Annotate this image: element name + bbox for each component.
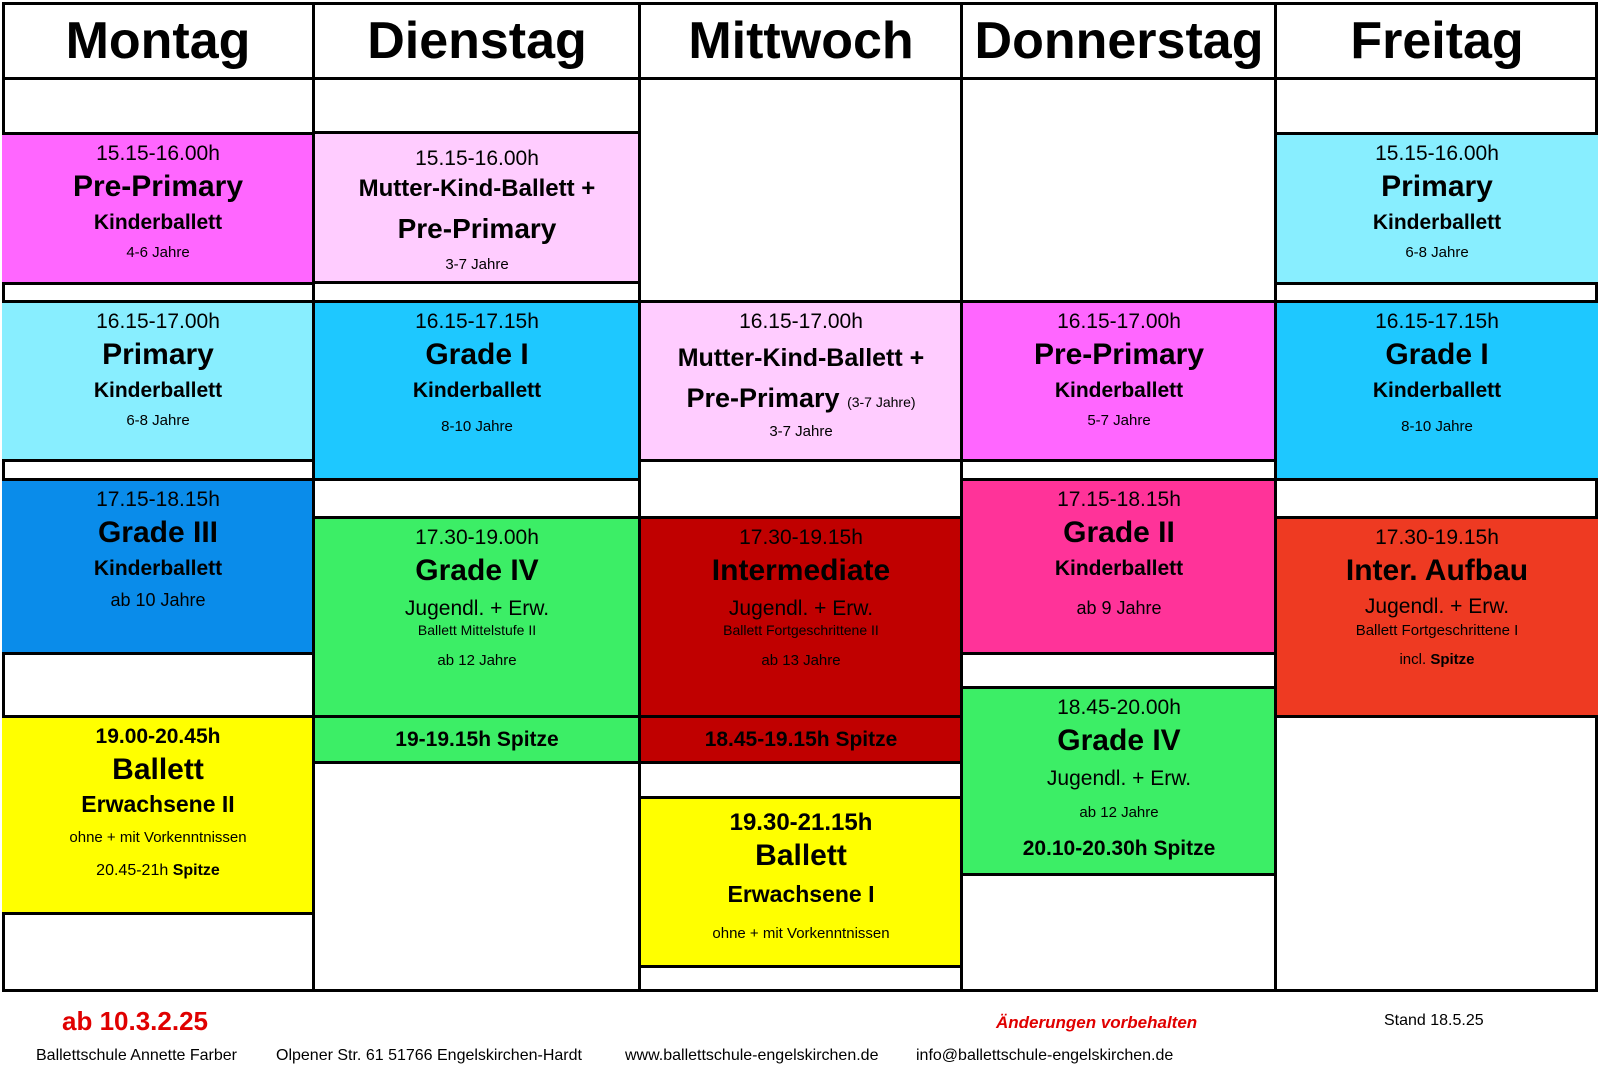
spitze-block-tuesday: 19-19.15h Spitze <box>314 715 640 764</box>
class-title-pre-primary: Pre-Primary <box>686 383 840 413</box>
class-title: Grade I <box>425 338 529 371</box>
spitze-block-wednesday: 18.45-19.15h Spitze <box>640 715 962 764</box>
class-age: 3-7 Jahre <box>445 256 509 273</box>
class-time: 16.15-17.00h <box>1057 310 1181 333</box>
spitze-label: Spitze <box>172 862 220 879</box>
class-subtitle: Kinderballett <box>1054 557 1184 580</box>
class-block-wednesday-intermediate <box>640 516 962 718</box>
class-subtitle: Kinderballett <box>1372 211 1502 234</box>
class-block-monday-pre-primary <box>2 132 314 285</box>
valid-from-label: ab 10.3.2.25 <box>62 1006 208 1036</box>
class-block-thursday-grade-ii <box>962 478 1276 655</box>
class-subtitle: Kinderballett <box>1372 379 1502 402</box>
class-age: 6-8 Jahre <box>1405 244 1469 261</box>
header-divider <box>2 77 1598 80</box>
class-time: 19.00-20.45h <box>95 725 221 748</box>
column-divider <box>638 2 641 992</box>
class-audience: Jugendl. + Erw. <box>1364 595 1510 618</box>
class-note: ohne + mit Vorkenntnissen <box>69 829 247 846</box>
class-block-monday-ballett-erwachsene-ii <box>2 715 314 915</box>
class-level: Ballett Fortgeschrittene II <box>723 622 879 638</box>
class-block-tuesday-mutter-kind <box>314 131 640 284</box>
class-time: 16.15-17.15h <box>1375 310 1499 333</box>
class-block-monday-grade-iii <box>2 478 314 655</box>
class-subtitle: Kinderballett <box>1054 379 1184 402</box>
changes-reserved-label: Änderungen vorbehalten <box>996 1013 1198 1032</box>
class-title: Grade II <box>1063 516 1175 549</box>
email-link[interactable]: info@ballettschule-engelskirchen.de <box>916 1047 1174 1064</box>
class-title: Ballett <box>112 753 204 786</box>
class-time: 17.30-19.00h <box>415 526 539 549</box>
class-time: 15.15-16.00h <box>96 142 220 165</box>
spitze-time: 20.45-21h <box>96 862 169 879</box>
class-title: Grade I <box>1385 338 1489 371</box>
class-title: Grade IV <box>415 554 539 587</box>
class-block-thursday-grade-iv <box>962 686 1276 876</box>
class-time: 17.30-19.15h <box>739 526 863 549</box>
class-block-tuesday-grade-i <box>314 300 640 481</box>
class-title-line1: Mutter-Kind-Ballett + <box>677 344 925 372</box>
class-age: 8-10 Jahre <box>1401 418 1473 435</box>
class-audience: Jugendl. + Erw. <box>728 597 874 620</box>
column-divider <box>312 2 315 992</box>
class-time: 18.45-20.00h <box>1057 696 1181 719</box>
day-header-tuesday: Dienstag <box>367 11 587 70</box>
class-title-line2: Pre-Primary <box>397 213 557 244</box>
class-subtitle: Kinderballett <box>93 211 223 234</box>
class-title: Primary <box>1381 170 1493 203</box>
class-title: Pre-Primary <box>1033 338 1205 371</box>
class-subtitle: Kinderballett <box>412 379 542 402</box>
class-title: Grade III <box>97 516 219 549</box>
class-title: Intermediate <box>711 554 891 587</box>
class-block-friday-inter-aufbau <box>1276 516 1598 718</box>
class-time: 17.30-19.15h <box>1375 526 1499 549</box>
class-block-monday-primary <box>2 300 314 462</box>
class-age: 5-7 Jahre <box>1087 412 1151 429</box>
class-block-tuesday-grade-iv <box>314 516 640 718</box>
class-age: ab 9 Jahre <box>1076 598 1162 618</box>
class-time: 16.15-17.15h <box>415 310 539 333</box>
class-title-line2 <box>640 385 962 412</box>
class-audience: Jugendl. + Erw. <box>404 597 550 620</box>
class-time: 15.15-16.00h <box>1375 142 1499 165</box>
class-title: Inter. Aufbau <box>1345 554 1529 587</box>
class-block-friday-grade-i <box>1276 300 1598 481</box>
day-header-thursday: Donnerstag <box>974 11 1264 70</box>
class-time: 17.15-18.15h <box>96 488 220 511</box>
class-subtitle: Erwachsene II <box>81 791 235 817</box>
school-name: Ballettschule Annette Farber <box>36 1047 238 1064</box>
class-age: ab 13 Jahre <box>761 652 841 669</box>
class-subtitle: Kinderballett <box>93 557 223 580</box>
school-address: Olpener Str. 61 51766 Engelskirchen-Hardt <box>276 1047 582 1064</box>
class-time: 19.30-21.15h <box>729 809 873 836</box>
class-note: ohne + mit Vorkenntnissen <box>712 925 890 942</box>
class-age: ab 12 Jahre <box>1079 804 1159 821</box>
class-age: ab 10 Jahre <box>110 590 206 610</box>
spitze-line <box>2 863 314 879</box>
day-header-wednesday: Mittwoch <box>688 11 914 70</box>
column-divider <box>1274 2 1277 992</box>
class-title: Grade IV <box>1057 724 1181 757</box>
class-spitze-note <box>1276 652 1598 667</box>
stand-date-label: Stand 18.5.25 <box>1384 1012 1484 1029</box>
spitze-line: 20.10-20.30h Spitze <box>1022 837 1216 860</box>
class-block-wednesday-ballett-erwachsene-i <box>640 796 962 968</box>
class-time: 16.15-17.00h <box>96 310 220 333</box>
day-header-friday: Freitag <box>1350 11 1524 70</box>
class-age: 3-7 Jahre <box>769 423 833 440</box>
class-block-friday-primary <box>1276 132 1598 285</box>
class-age: 8-10 Jahre <box>441 418 513 435</box>
day-header-monday: Montag <box>65 11 251 70</box>
class-block-wednesday-mutter-kind <box>640 300 962 462</box>
class-time: 15.15-16.00h <box>415 147 539 170</box>
class-subtitle: Kinderballett <box>93 379 223 402</box>
incl-label: incl. <box>1399 651 1427 668</box>
class-title: Pre-Primary <box>72 170 244 203</box>
class-subtitle: Erwachsene I <box>727 881 875 907</box>
class-audience: Jugendl. + Erw. <box>1046 767 1192 790</box>
column-divider <box>960 2 963 992</box>
class-block-thursday-pre-primary <box>962 300 1276 462</box>
class-age: 6-8 Jahre <box>126 412 190 429</box>
class-title: Primary <box>102 338 214 371</box>
class-age: ab 12 Jahre <box>437 652 517 669</box>
class-level: Ballett Mittelstufe II <box>417 622 537 638</box>
class-title: Ballett <box>755 839 847 872</box>
class-time: 16.15-17.00h <box>739 310 863 333</box>
website-link[interactable]: www.ballettschule-engelskirchen.de <box>625 1047 879 1064</box>
class-title-line1: Mutter-Kind-Ballett + <box>358 175 596 202</box>
class-time: 17.15-18.15h <box>1057 488 1181 511</box>
class-age: 4-6 Jahre <box>126 244 190 261</box>
class-title-age-note: (3-7 Jahre) <box>847 394 916 410</box>
spitze-label: Spitze <box>1430 651 1475 668</box>
class-level: Ballett Fortgeschrittene I <box>1355 622 1519 639</box>
